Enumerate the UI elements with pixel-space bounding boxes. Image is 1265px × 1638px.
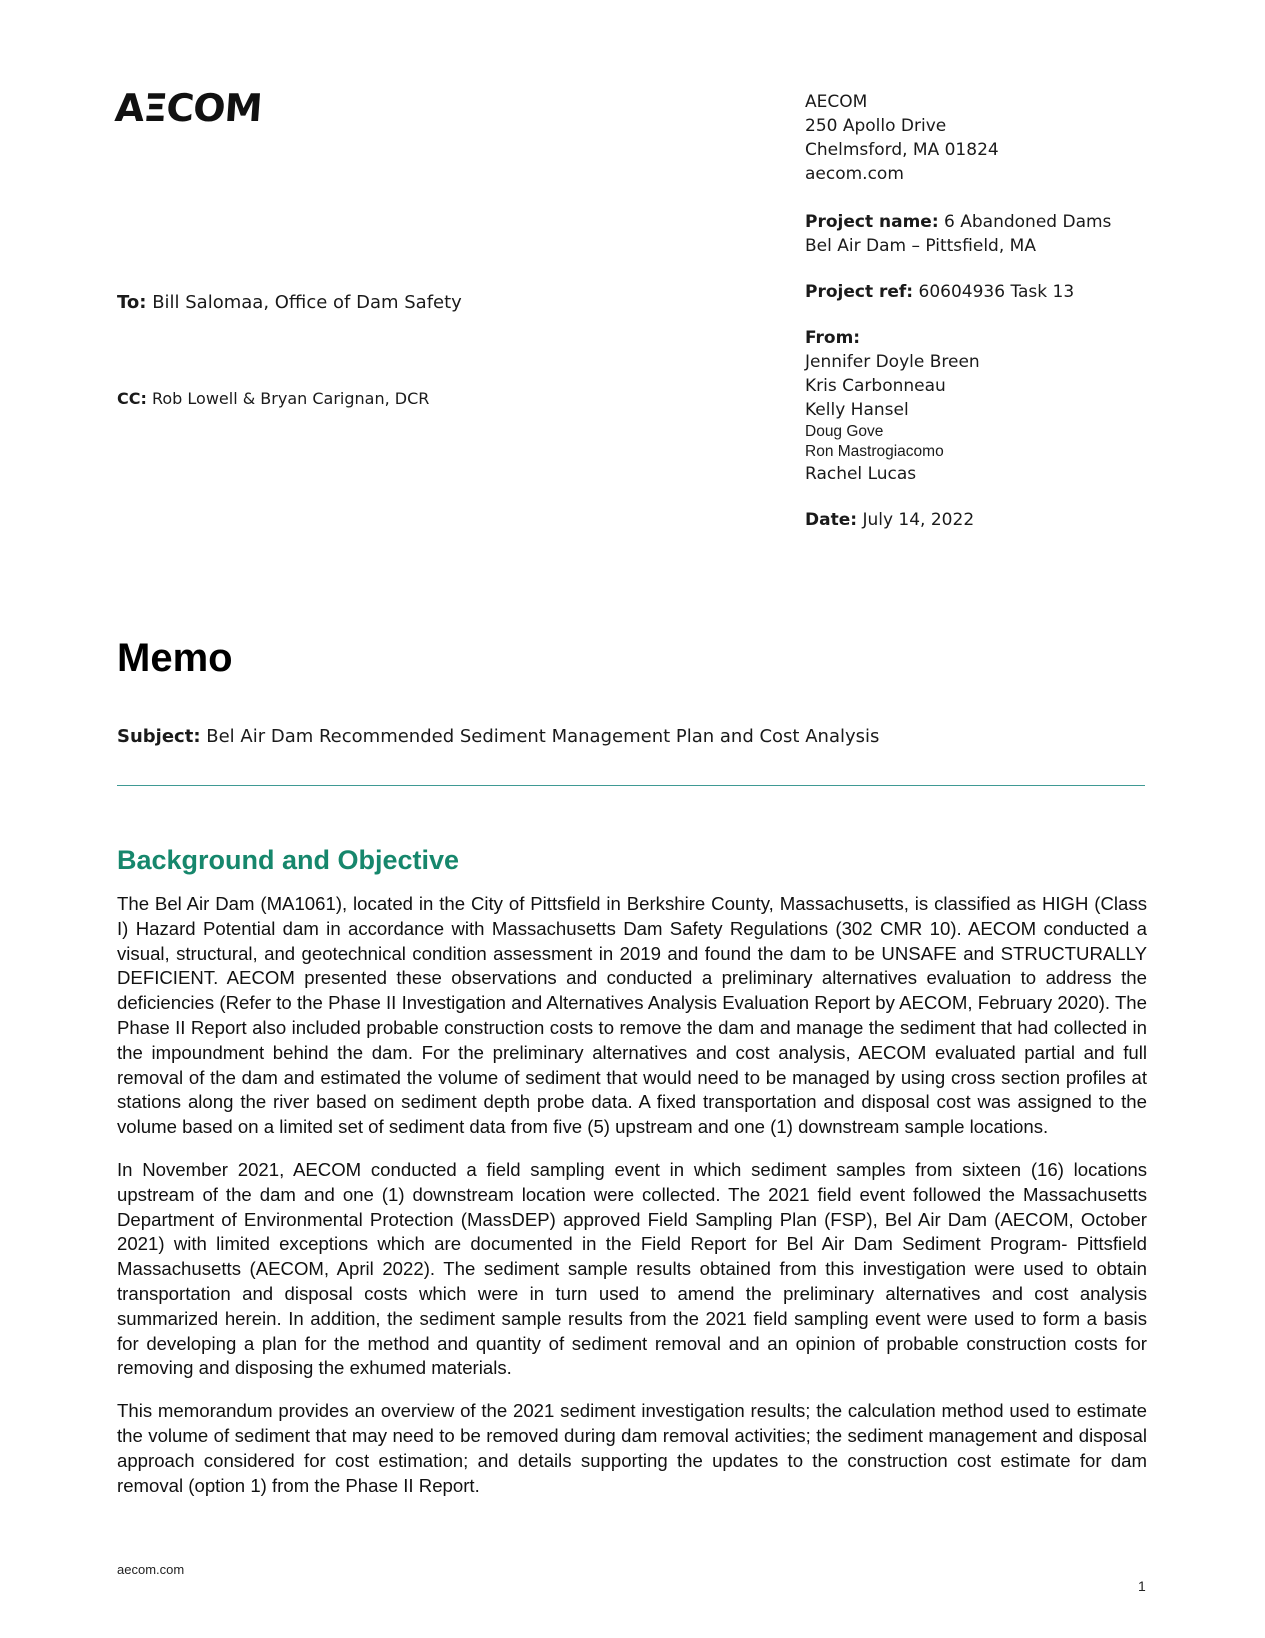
company-website: aecom.com xyxy=(805,164,904,184)
section-body xyxy=(117,892,1147,1516)
company-name: AECOM xyxy=(805,92,868,112)
project-name xyxy=(805,210,1111,234)
from-name: Kelly Hansel xyxy=(805,400,909,420)
subject-label: Subject: xyxy=(117,726,201,747)
subject-value: Bel Air Dam Recommended Sediment Management Plan and Cost Analysis xyxy=(206,726,880,747)
paragraph: The Bel Air Dam (MA1061), located in the City of Pittsfield in Berkshire County, Massachusetts, is classified as HIGH (Class I) Hazard Potential dam in accordance with Massachusetts Dam Safety Regulations (302 CMR 10). AECOM conducted a visual, structural, and geotechnical condition assessment in 2019 and found the dam to be UNSAFE and STRUCTURALLY DEFICIENT. AECOM presented these observations and conducted a preliminary alternatives evaluation to address the deficiencies (Refer to the Phase II Investigation and Alternatives Analysis Evaluation Report by AECOM, February 2020). The Phase II Report also included probable construction costs to remove the dam and manage the sediment that had collected in the impoundment behind the dam. For the preliminary alternatives and cost analysis, AECOM evaluated partial and full removal of the dam and estimated the volume of sediment that would need to be managed by using cross section profiles at stations along the river based on sediment depth probe data. A fixed transportation and disposal cost was assigned to the volume based on a limited set of sediment data from five (5) upstream and one (1) downstream sample locations. xyxy=(117,893,1147,1138)
sender-info-block xyxy=(805,90,1111,532)
from-name: Jennifer Doyle Breen xyxy=(805,352,980,372)
page-number: 1 xyxy=(1138,1578,1146,1594)
memo-title: Memo xyxy=(117,636,233,680)
to-value: Bill Salomaa, Office of Dam Safety xyxy=(152,292,462,313)
from-name: Rachel Lucas xyxy=(805,464,917,484)
to-label: To: xyxy=(117,292,147,313)
from-name: Kris Carbonneau xyxy=(805,376,946,396)
project-ref-value: 60604936 Task 13 xyxy=(918,282,1075,302)
section-heading: Background and Objective xyxy=(117,845,460,875)
cc-line xyxy=(117,389,429,408)
from-label: From: xyxy=(805,328,861,348)
date-label: Date: xyxy=(805,510,858,530)
cc-value: Rob Lowell & Bryan Carignan, DCR xyxy=(151,389,430,408)
from-name: Doug Gove xyxy=(805,423,884,440)
project-name-line-2: Bel Air Dam – Pittsfield, MA xyxy=(805,236,1036,256)
project-ref xyxy=(805,280,1111,304)
paragraph: In November 2021, AECOM conducted a field sampling event in which sediment samples from sixteen (16) locations upstream of the dam and one (1) downstream location were collected. The 2021 field event followed the Massachusetts Department of Environmental Protection (MassDEP) approved Field Sampling Plan (FSP), Bel Air Dam (AECOM, October 2021) with limited exceptions which are documented in the Field Report for Bel Air Dam Sediment Program- Pittsfield Massachusetts (AECOM, April 2022). The sediment sample results obtained from this investigation were used to obtain transportation and disposal costs which were in turn used to amend the preliminary alternatives and cost analysis summarized herein. In addition, the sediment sample results from the 2021 field sampling event were used to form a basis for developing a plan for the method and quantity of sediment removal and an opinion of probable construction costs for removing and disposing the exhumed materials. xyxy=(117,1158,1147,1379)
address-line-2: Chelmsford, MA 01824 xyxy=(805,140,999,160)
date-value: July 14, 2022 xyxy=(862,510,975,530)
paragraph: This memorandum provides an overview of the 2021 sediment investigation results; the calculation method used to estimate the volume of sediment that may need to be removed during dam removal activities; the sediment management and disposal approach considered for cost estimation; and details supporting the updates to the construction cost estimate for dam removal (option 1) from the Phase II Report. xyxy=(117,1400,1147,1496)
subject-line xyxy=(117,726,879,747)
to-line xyxy=(117,292,462,313)
project-name-value: 6 Abandoned Dams xyxy=(944,212,1112,232)
project-name-label: Project name: xyxy=(805,212,939,232)
project-ref-label: Project ref: xyxy=(805,282,914,302)
address-line-1: 250 Apollo Drive xyxy=(805,116,947,136)
cc-label: CC: xyxy=(117,389,147,408)
memo-date xyxy=(805,508,1111,532)
footer-website: aecom.com xyxy=(117,1562,185,1577)
divider xyxy=(117,785,1145,786)
from-name: Ron Mastrogiacomo xyxy=(805,443,944,460)
aecom-logo: AΞCOM xyxy=(113,86,263,130)
